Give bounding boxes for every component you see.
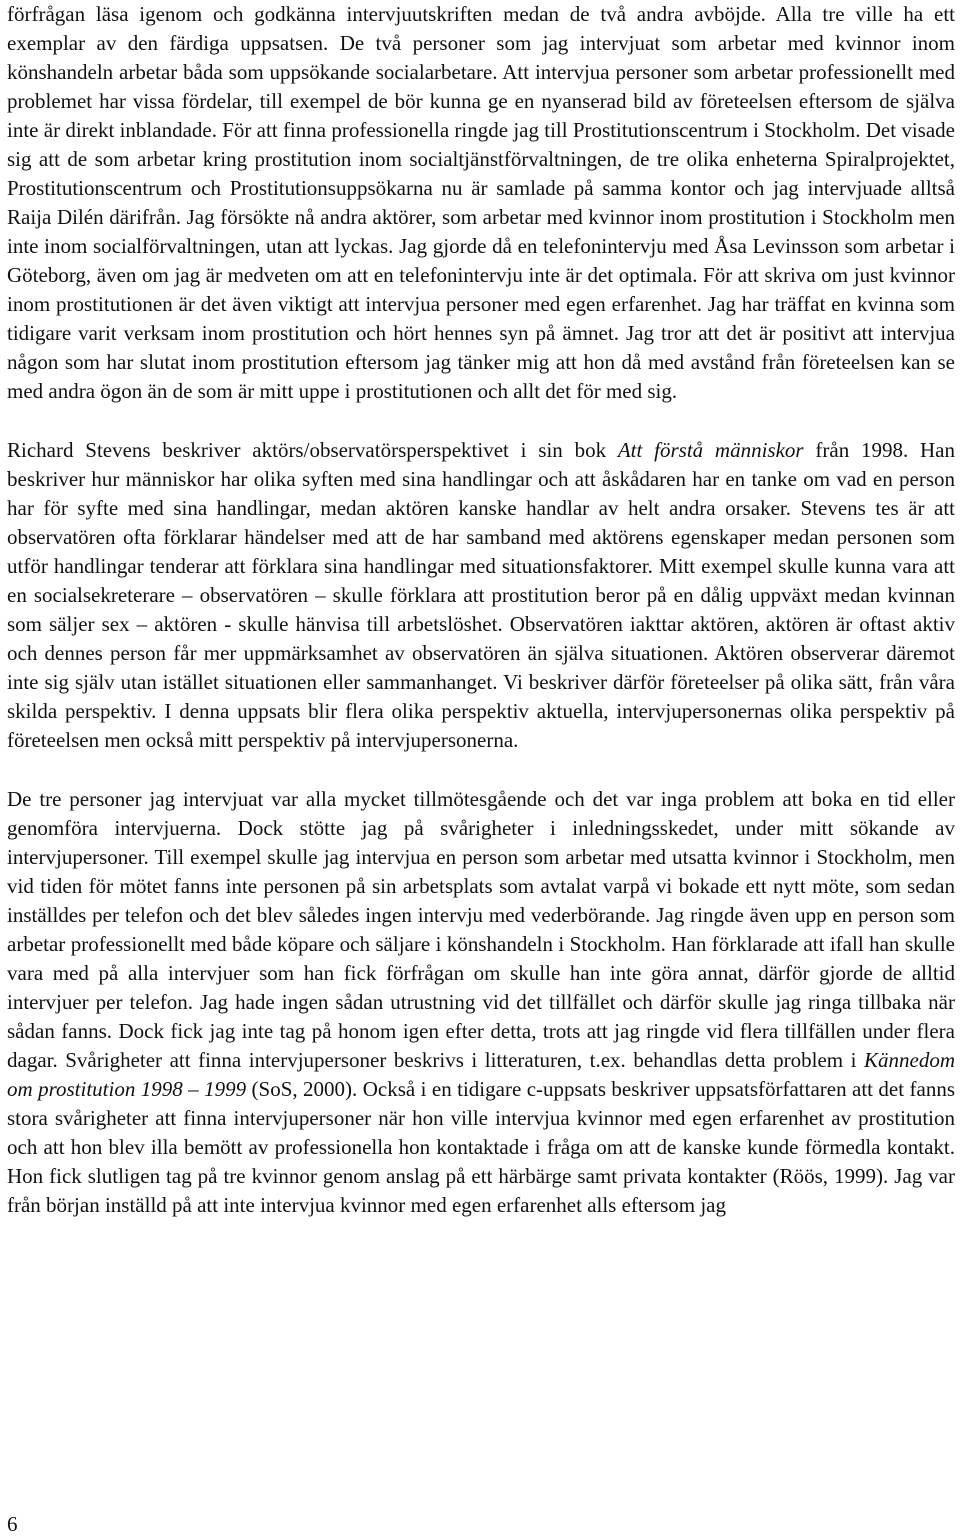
- page-number: 6: [7, 1512, 18, 1536]
- paragraph-actor-observer-perspective: [7, 436, 955, 755]
- paragraph-text: Richard Stevens beskriver aktörs/observatörsperspektivet i sin bok: [7, 438, 618, 462]
- document-page: [7, 0, 955, 1220]
- book-title: Att förstå människor: [617, 438, 804, 462]
- paragraph-text: (SoS, 2000). Också i en tidigare c-uppsats beskriver uppsatsförfattaren att det fanns stora svårigheter att finna intervjupersoner när hon ville intervjua kvinnor med egen erfarenhet av prostitution och att hon blev illa bemött av professionella hon kontaktade i fråga om att de kanske kunde förmedla kontakt. Hon fick slutligen tag på tre kvinnor genom anslag på ett härbärge samt privata kontakter (Röös, 1999). Jag var från början inställd på att inte intervjua kvinnor med egen erfarenhet alls eftersom jag: [7, 1077, 955, 1217]
- paragraph-interview-sources: [7, 0, 955, 406]
- paragraph-text: förfrågan läsa igenom och godkänna intervjuutskriften medan de två andra avböjde. Alla tre ville ha ett exemplar av den färdiga uppsatsen. De två personer som jag intervjuat som arbetar med kvinnor inom könshandeln arbetar båda som uppsökande socialarbetare. Att intervjua personer som arbetar professionellt med problemet har vissa fördelar, till exempel de bör kunna ge en nyanserad bild av företeelsen eftersom de själva inte är direkt inblandade. För att finna professionella ringde jag till Prostitutionscentrum i Stockholm. Det visade sig att de som arbetar kring prostitution inom socialtjänstförvaltningen, de tre olika enheterna Spiralprojektet, Prostitutionscentrum och Prostitutionsuppsökarna nu är samlade på samma kontor och jag intervjuade alltså Raija Dilén därifrån. Jag försökte nå andra aktörer, som arbetar med kvinnor inom prostitution i Stockholm men inte inom socialförvaltningen, utan att lyckas. Jag gjorde då en telefonintervju med Åsa Levinsson som arbetar i Göteborg, även om jag är medveten om att en telefonintervju inte är det optimala. För att skriva om just kvinnor inom prostitutionen är det även viktigt att intervjua personer med egen erfarenhet. Jag har träffat en kvinna som tidigare varit verksam inom prostitution och hört hennes syn på ämnet. Jag tror att det är positivt att intervjua någon som har slutat inom prostitution eftersom jag tänker mig att hon då med avstånd från företeelsen kan se med andra ögon än de som är mitt uppe i prostitutionen och allt det för med sig.: [7, 2, 955, 403]
- paragraph-text: från 1998. Han beskriver hur människor har olika syften med sina handlingar och att åskådaren har en tanke om vad en person har för syfte med sina handlingar, medan aktören kanske handlar av helt andra orsaker. Stevens tes är att observatören ofta förklarar händelser med att de har samband med aktörens egenskaper medan personen som utför handlingar tenderar att förklara sina handlingar med situationsfaktorer. Mitt exempel skulle kunna vara att en socialsekreterare – observatören – skulle förklara att prostitution beror på en dålig uppväxt medan kvinnan som säljer sex – aktören - skulle hänvisa till arbetslöshet. Observatören iakttar aktören, aktören är oftast aktiv och dennes person får mer uppmärksamhet av observatören än själva situationen. Aktören observerar däremot inte sig själv utan istället situationen eller sammanhanget. Vi beskriver därför företeelser på olika sätt, från våra skilda perspektiv. I denna uppsats blir flera olika perspektiv aktuella, intervjupersonernas olika perspektiv på företeelsen men också mitt perspektiv på intervjupersonerna.: [7, 438, 956, 752]
- paragraph-text: De tre personer jag intervjuat var alla mycket tillmötesgående och det var inga problem att boka en tid eller genomföra intervjuerna. Dock stötte jag på svårigheter i inledningsskedet, under mitt sökande av intervjupersoner. Till exempel skulle jag intervjua en person som arbetar med utsatta kvinnor i Stockholm, men vid tiden för mötet fanns inte personen på sin arbetsplats som avtalat varpå vi bokade ett nytt möte, som sedan inställdes per telefon och det blev således ingen intervju med vederbörande. Jag ringde även upp en person som arbetar professionellt med både köpare och säljare i könshandeln i Stockholm. Han förklarade att ifall han skulle vara med på alla intervjuer som han fick förfrågan om skulle han inte göra annat, därför gjorde de alltid intervjuer per telefon. Jag hade ingen sådan utrustning vid det tillfället och därför skulle jag ringa tillbaka när sådan fanns. Dock fick jag inte tag på honom igen efter detta, trots att jag ringde vid flera tillfällen under flera dagar. Svårigheter att finna intervjupersoner beskrivs i litteraturen, t.ex. behandlas detta problem i: [7, 787, 955, 1072]
- paragraph-interview-difficulties: [7, 785, 955, 1220]
- report-title: Kännedom om prostitution 1998 – 1999: [7, 1048, 955, 1101]
